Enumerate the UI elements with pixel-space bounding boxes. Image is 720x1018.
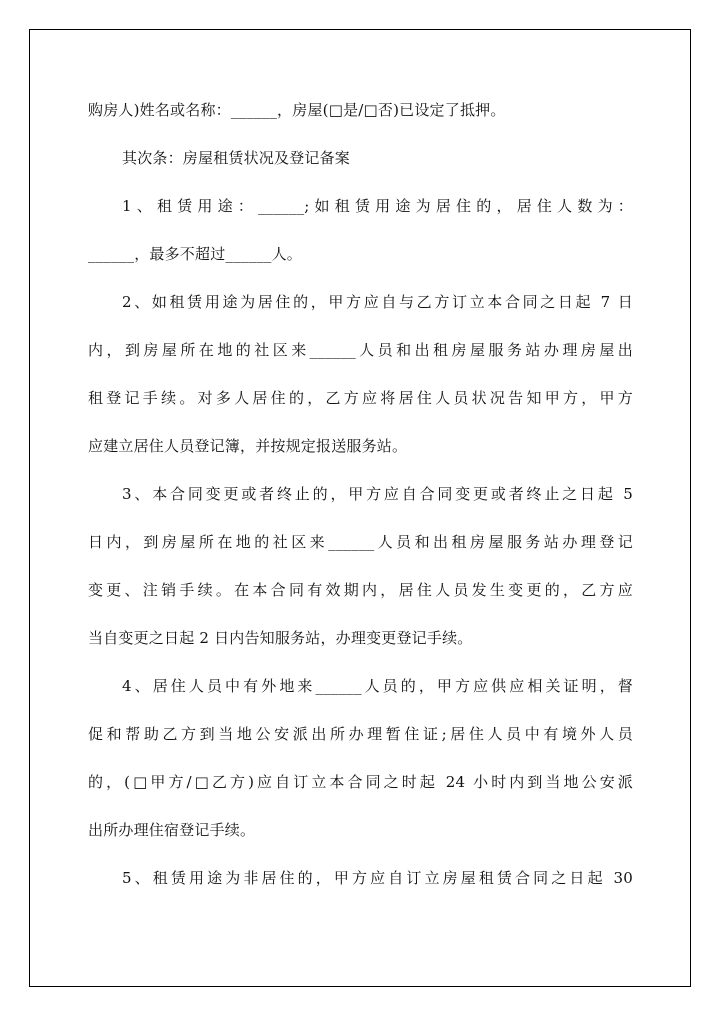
text-line: 租登记手续。对多人居住的，乙方应将居住人员状况告知甲方，甲方: [88, 389, 633, 407]
text-line: 应建立居住人员登记簿，并按规定报送服务站。: [88, 437, 408, 455]
text-line: 日内，到房屋所在地的社区来______人员和出租房屋服务站办理登记: [88, 533, 633, 551]
text-line: 5、租赁用途为非居住的，甲方应自订立房屋租赁合同之日起 30: [122, 869, 633, 887]
text-line: 2、如租赁用途为居住的，甲方应自与乙方订立本合同之日起 7 日: [122, 293, 633, 311]
text-line: 4、居住人员中有外地来______人员的，甲方应供应相关证明，督: [122, 677, 633, 695]
text-line: 1、租赁用途：______;如租赁用途为居住的，居住人数为：: [122, 197, 633, 215]
text-line: 出所办理住宿登记手续。: [88, 821, 256, 839]
text-line: 当自变更之日起 2 日内告知服务站，办理变更登记手续。: [88, 629, 473, 647]
text-line: 内，到房屋所在地的社区来______人员和出租房屋服务站办理房屋出: [88, 341, 633, 359]
text-line: 3、本合同变更或者终止的，甲方应自合同变更或者终止之日起 5: [122, 485, 633, 503]
text-line: ______，最多不超过______人。: [88, 245, 303, 263]
section-heading: 其次条：房屋租赁状况及登记备案: [122, 149, 351, 167]
text-line: 的，(□甲方/□乙方)应自订立本合同之时起 24 小时内到当地公安派: [88, 773, 633, 791]
text-line: 购房人)姓名或名称：______，房屋(□是/□否)已设定了抵押。: [88, 101, 506, 119]
text-line: 变更、注销手续。在本合同有效期内，居住人员发生变更的，乙方应: [88, 581, 633, 599]
text-line: 促和帮助乙方到当地公安派出所办理暂住证;居住人员中有境外人员: [88, 725, 633, 743]
